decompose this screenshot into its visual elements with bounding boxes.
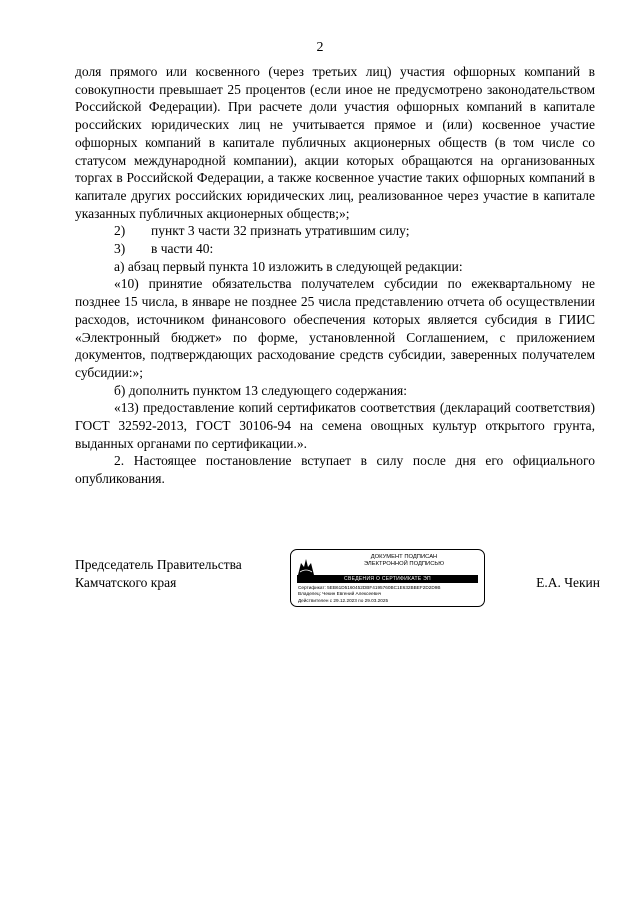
stamp-details (298, 585, 441, 604)
list-item-number: 2) (114, 223, 126, 239)
stamp-title-line: ДОКУМЕНТ ПОДПИСАН (370, 554, 438, 560)
stamp-title (327, 554, 481, 568)
paragraph-continuation: доля прямого или косвенного (через третьих лиц) участия офшорных компаний в совокупности превышает 25 процентов (если иное не предусмотрено законодательством Российской Федерации). При расчете доли участия офшорных компаний в капитале российских юридических лиц не учитывается прямое и (или) косвенное участие офшорных компаний в капитале публичных акционерных обществ (в том числе со статусом международной компании), акции которых обращаются на организованных торгах в Российской Федерации, а также косвенное участие таких офшорных компаний в капитале других российских юридических лиц, реализованное через участие в капитале указанных публичных акционерных обществ;»; (75, 64, 595, 221)
certificate-owner: Владелец: Чекин Евгений Алексеевич (298, 591, 382, 597)
signatory-name: Е.А. Чекин (536, 575, 600, 590)
certificate-validity: Действителен с 29.12.2023 по 29.03.2025 (298, 597, 389, 603)
page-number: 2 (316, 40, 324, 55)
subitem-b: б) дополнить пунктом 13 следующего содержания: (114, 382, 408, 398)
electronic-signature-stamp (290, 549, 485, 607)
clause-13: «13) предоставление копий сертификатов соответствия (деклараций соответствия) ГОСТ 32592-2013, ГОСТ 30106-94 на семена овощных культур открытого грунта, выданных органами по сертификации.». (75, 400, 595, 451)
certificate-number: Сертификат: 5EB61D5160452DBF4195760BC1E632BBEF2D2D9B (298, 585, 441, 590)
signatory-position (75, 556, 242, 591)
list-item-number: 3) (114, 241, 126, 257)
subitem-a: а) абзац первый пункта 10 изложить в следующей редакции: (114, 258, 463, 274)
section-2: 2. Настоящее постановление вступает в силу после дня его официального опубликования. (75, 453, 595, 487)
list-item-3 (75, 240, 595, 258)
stamp-certificate-header: СВЕДЕНИЯ О СЕРТИФИКАТЕ ЭП (297, 575, 478, 583)
clause-10: «10) принятие обязательства получателем субсидии по ежеквартальному не позднее 15 числа, в январе не позднее 25 числа представлению отчета об осуществлении расходов, источником финансового обеспечения которых является субсидия в ГИИС «Электронный бюджет» по форме, установленной Соглашением, с приложением документов, подтверждающих расходование средств субсидии, заверенных получателем субсидии:»; (75, 276, 595, 380)
document-body (75, 63, 595, 488)
stamp-title-line: ЭЛЕКТРОННОЙ ПОДПИСЬЮ (363, 561, 445, 567)
position-line: Камчатского края (75, 574, 177, 590)
list-item-text: в части 40: (151, 241, 214, 257)
list-item-text: пункт 3 части 32 признать утратившим силу; (151, 223, 410, 239)
position-line: Председатель Правительства (75, 557, 242, 572)
coat-of-arms-icon (296, 555, 316, 577)
list-item-2 (75, 222, 595, 240)
